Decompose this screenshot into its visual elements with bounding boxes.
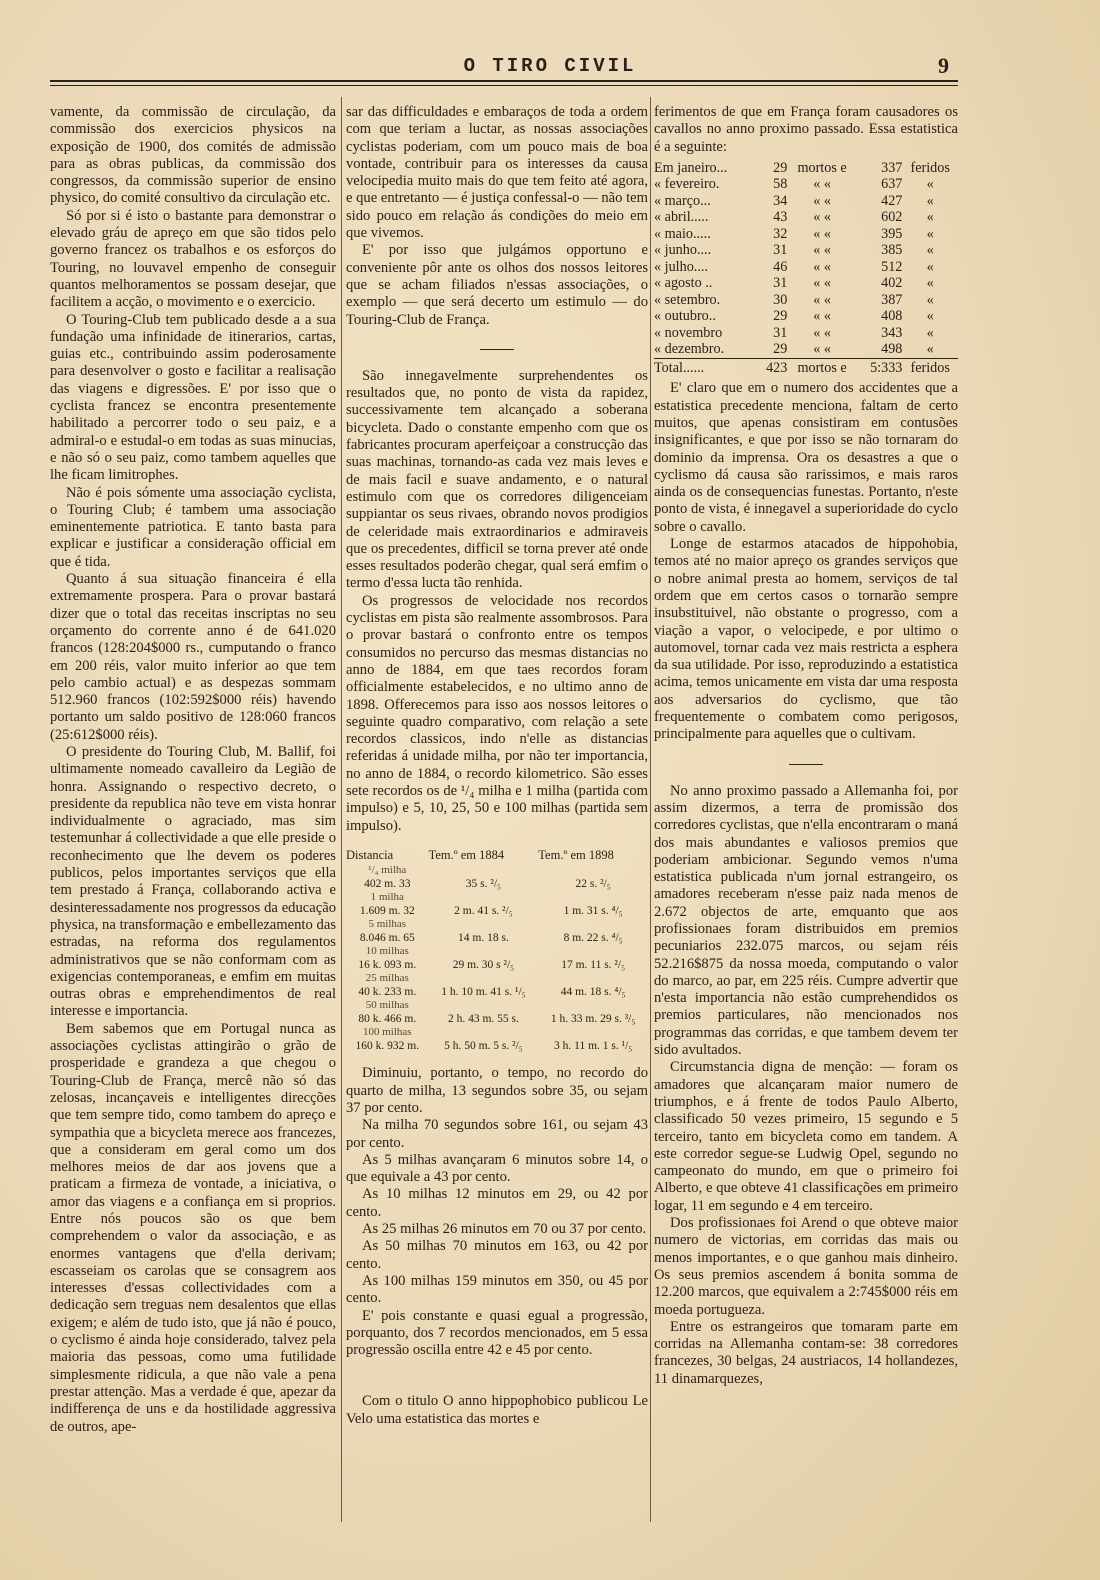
page-title: O TIRO CIVIL	[463, 55, 637, 77]
deaths-cell: 31	[773, 324, 788, 341]
header-rule-thin	[50, 85, 958, 86]
time-1898-cell: 44 m. 18 s. ⁴/₅	[560, 985, 626, 998]
label-cell: «	[926, 258, 934, 275]
table-row	[346, 945, 648, 959]
paragraph: sar das difficuldades e embaraços de toda a ordem com que teriam a luctar, as nossas associações cyclistas poderiam, com um pouco mais de boa vontade, contribuir para os interesses da causa velocipedia muito mais do que tem feito até agora, e que entretanto — é justiça confessal-o — não tem sido pouco em relação ás condições do meio em que vivemos.	[346, 104, 648, 242]
paragraph: As 50 milhas 70 minutos em 163, ou 42 por cento.	[346, 1238, 648, 1272]
table-row	[654, 325, 958, 342]
deaths-cell: 29	[773, 159, 788, 176]
month-cell: « setembro.	[654, 291, 721, 308]
distance-label: 10 milhas	[365, 945, 409, 958]
label-cell: «	[926, 341, 934, 358]
time-1884-cell: 1 h. 10 m. 41 s. ¹/₅	[441, 985, 526, 998]
injured-cell: 402	[881, 275, 903, 292]
column-header: Tem.º em 1884	[428, 847, 505, 862]
label-cell: feridos	[902, 358, 958, 376]
label-cell: « «	[813, 258, 831, 275]
table-row	[654, 341, 958, 358]
section-divider	[789, 764, 823, 765]
injured-cell: 512	[881, 258, 903, 275]
month-cell: « fevereiro.	[654, 176, 720, 193]
injured-cell: 385	[881, 242, 903, 259]
column-3	[654, 104, 958, 1388]
time-1898-cell: 8 m. 22 s. ⁴/₅	[563, 931, 623, 944]
statistics-table	[654, 160, 958, 377]
distance-cell: 402 m. 33	[364, 877, 411, 890]
time-1898-cell: 17 m. 11 s. ²/₅	[561, 958, 626, 971]
injured-cell: 637	[881, 176, 903, 193]
paragraph: ferimentos de que em França foram causadores os cavallos no anno proximo passado. Essa estatistica é a seguinte:	[654, 104, 958, 155]
month-cell: « novembro	[654, 324, 723, 341]
column-divider	[650, 97, 651, 1522]
table-row	[654, 193, 958, 210]
distance-label: 50 milhas	[365, 999, 409, 1012]
records-table	[346, 849, 648, 1054]
time-1884-cell: 2 h. 43 m. 55 s.	[447, 1012, 519, 1025]
table-row	[654, 176, 958, 193]
injured-cell: 5:333	[857, 358, 903, 376]
month-cell: « março...	[654, 192, 711, 209]
paragraph: As 10 milhas 12 minutos em 29, ou 42 por cento.	[346, 1186, 648, 1220]
paragraph: Com o titulo O anno hippophobico publicou Le Velo uma estatistica das mortes e	[346, 1393, 648, 1427]
table-row	[346, 1026, 648, 1040]
table-row	[346, 932, 648, 946]
label-cell: « «	[813, 324, 831, 341]
distance-cell: 16 k. 093 m.	[358, 958, 417, 971]
table-row	[346, 905, 648, 919]
header-rule	[50, 80, 958, 82]
month-cell: « junho....	[654, 242, 712, 259]
label-cell: « «	[813, 341, 831, 358]
label-cell: « «	[813, 242, 831, 259]
label-cell: «	[926, 176, 934, 193]
paragraph: Só por si é isto o bastante para demonstrar o elevado gráu de apreço em que são tidos pelo governo francez os trabalhos e os esforços do Touring, no louvavel empenho de conseguir quantos melhoramentos se possam desejar, que facilitem a acção, o movimento e o exercicio.	[50, 207, 336, 311]
table-row	[346, 1013, 648, 1027]
deaths-cell: 30	[773, 291, 788, 308]
table-row	[654, 308, 958, 325]
paragraph: Os progressos de velocidade nos recordos cyclistas em pista são realmente assombrosos. Para o provar bastará o confronto entre os tempos consumidos no percurso das mesmas distancias no anno de 1884, em que taes recordos foram officialmente estabelecidos, e no ultimo anno de 1898. Offerecemos para isso aos nossos leitores o seguinte quadro comparativo, com relação a sete recordos classicos, indo n'elle as distancias referidas á unidade milha, por não ter importancia, no anno de 1884, o recordo kilometrico. São esses sete recordos os de ¹/₄ milha e 1 milha (partida com impulso) e 5, 10, 25, 50 e 100 milhas (partida sem impulso).	[346, 592, 648, 834]
label-cell: «	[926, 308, 934, 325]
injured-cell: 408	[881, 308, 903, 325]
total-row	[654, 358, 958, 376]
month-cell: « maio.....	[654, 225, 711, 242]
month-cell: Em janeiro...	[654, 159, 728, 176]
page-number: 9	[938, 53, 949, 78]
table-row	[346, 986, 648, 1000]
distance-label: 25 milhas	[365, 972, 409, 985]
distance-label: ¹/₄ milha	[368, 864, 407, 877]
label-cell: mortos e	[787, 358, 856, 376]
label-cell: « «	[813, 192, 831, 209]
paragraph: As 5 milhas avançaram 6 minutos sobre 14, o que equivale a 43 por cento.	[346, 1151, 648, 1186]
month-cell: « agosto ..	[654, 275, 713, 292]
paragraph: As 100 milhas 159 minutos em 350, ou 45 por cento.	[346, 1272, 648, 1307]
label-cell: « «	[813, 308, 831, 325]
time-1884-cell: 14 m. 18 s.	[458, 931, 509, 944]
distance-cell: 160 k. 932 m.	[355, 1039, 420, 1052]
month-cell: « dezembro.	[654, 341, 725, 358]
time-1884-cell: 29 m. 30 s ²/₅	[452, 958, 515, 971]
paragraph: E' por isso que julgámos opportuno e conveniente pôr ante os olhos dos nossos leitores que se acham filiados n'essas associações, o exemplo — que será decerto um estimulo — do Touring-Club de França.	[346, 242, 648, 328]
paragraph: São innegavelmente surprehendentes os resultados que, no ponto de vista da rapidez, successivamente tem alcançado a soberana bicycleta. Dado o constante empenho com que os fabricantes procuram aperfeiçoar a construcção das suas machinas, tornando-as cada vez mais leves e de mais facil e suave andamento, e o natural estimulo com que os corredores diligenceiam suppiantar os seus rivaes, obrando novos prodigios de celeridade mais extraordinarios e admiraveis que os precedentes, difficil se torna prever até onde esses resultados poderão chegar, qual será emfim o termo d'essa lucta tão renhida.	[346, 367, 648, 592]
table-row	[654, 242, 958, 259]
paragraph: As 25 milhas 26 minutos em 70 ou 37 por cento.	[362, 1221, 647, 1238]
deaths-cell: 58	[773, 176, 788, 193]
table-row	[346, 999, 648, 1013]
table-row	[346, 891, 648, 905]
table-row	[346, 959, 648, 973]
paragraph: Longe de estarmos atacados de hippohobia, temos até no maior apreço os grandes serviços que o nobre animal presta ao homem, serviços de tal ordem que em certos casos o tornarão sempre insubstituivel, não obstante o progresso, com a viação a vapor, o velocipede, e por ultimo o automovel, tornar cada vez mais restricta a esphera da sua utilidade. Por isso, reproduzindo a estatistica acima, temos unicamente em vista dar uma resposta aos adversarios do cyclismo, que tão frequentemente o combatem como perigosos, principalmente para aquelles que o cultivam.	[654, 536, 958, 743]
distance-cell: 40 k. 233 m.	[358, 985, 417, 998]
table-row	[346, 878, 648, 892]
paragraph: Não é pois sómente uma associação cyclista, o Touring Club; é tambem uma associação eminentemente patriotica. E tanto basta para explicar e justificar a consideração official em que é tida.	[50, 484, 336, 570]
month-cell: Total......	[654, 358, 757, 376]
table-row	[346, 864, 648, 878]
time-1898-cell: 1 h. 33 m. 29 s. ³/₅	[550, 1012, 636, 1025]
month-cell: « julho....	[654, 258, 708, 275]
label-cell: «	[926, 225, 934, 242]
label-cell: « «	[813, 275, 831, 292]
label-cell: «	[926, 324, 934, 341]
injured-cell: 337	[881, 159, 903, 176]
column-header: Distancia	[346, 847, 394, 862]
injured-cell: 498	[881, 341, 903, 358]
month-cell: « outubro..	[654, 308, 716, 325]
table-row	[654, 226, 958, 243]
table-row	[654, 209, 958, 226]
injured-cell: 387	[881, 291, 903, 308]
column-header: Tem.º em 1898	[538, 847, 614, 862]
distance-label: 100 milhas	[362, 1026, 412, 1039]
column-2	[346, 104, 648, 1428]
table-header-row	[346, 849, 648, 865]
label-cell: «	[926, 275, 934, 292]
distance-label: 5 milhas	[368, 918, 407, 931]
paragraph: vamente, da commissão de circulação, da commissão dos exercicios physicos na exposição de 1900, dos comités de admissão para as obras publicas, da commissão dos congressos, da commissão superior de ensino physico, do comité consultivo da circulação etc.	[50, 104, 336, 207]
deaths-cell: 43	[773, 209, 788, 226]
table-row	[346, 1040, 648, 1054]
section-divider	[480, 349, 514, 350]
paragraph: O Touring-Club tem publicado desde a a sua fundação uma infinidade de itinerarios, cartas, guias etc., contribuindo assim poderosamente para desenvolver o gosto e facilitar a realisação das viagens e digressões. E' por isso que o cyclista francez se encontra presentemente habilitado a percorrer todo o seu paiz, e a admiral-o e estudal-o em todas as suas minucias, e não só o seu paiz, como tambem aquelles que lhe ficam limitrophes.	[50, 311, 336, 484]
label-cell: feridos	[910, 159, 950, 176]
time-1884-cell: 2 m. 41 s. ²/₅	[454, 904, 513, 917]
time-1884-cell: 5 h. 50 m. 5 s. ²/₅	[444, 1039, 523, 1052]
deaths-cell: 423	[757, 358, 787, 376]
time-1898-cell: 1 m. 31 s. ⁴/₅	[563, 904, 623, 917]
label-cell: «	[926, 192, 934, 209]
label-cell: «	[926, 291, 934, 308]
column-1	[50, 104, 336, 1436]
paragraph: Na milha 70 segundos sobre 161, ou sejam 43 por cento.	[346, 1117, 648, 1151]
distance-cell: 1.609 m. 32	[359, 904, 415, 917]
paragraph: Dos profissionaes foi Arend o que obteve maior numero de victorias, em corridas das mais ou menos importantes, e o que ganhou mais dinheiro. Os seus premios ascendem á bonita somma de 12.200 marcos, que equivalem a 2:745$000 réis em moeda portugueza.	[654, 1215, 958, 1318]
paragraph: E' claro que em o numero dos accidentes que a estatistica precedente menciona, faltam de certo muitos, que apenas consistiram em contusões insignificantes, e que por isso se não tornaram do dominio da imprensa. Ora os desastres a que o cyclismo dá causa são rarissimos, e mais raros ainda os de consequencias funestas. Portanto, n'este ponto de vista, é innegavel a superioridade do cyclo sobre o cavallo.	[654, 380, 958, 535]
month-cell: « abril.....	[654, 209, 709, 226]
deaths-cell: 34	[773, 192, 788, 209]
distance-cell: 80 k. 466 m.	[358, 1012, 417, 1025]
injured-cell: 343	[881, 324, 903, 341]
injured-cell: 427	[881, 192, 903, 209]
table-row	[654, 259, 958, 276]
deaths-cell: 32	[773, 225, 788, 242]
deaths-cell: 31	[773, 242, 788, 259]
deaths-cell: 29	[773, 341, 788, 358]
label-cell: « «	[813, 209, 831, 226]
table-row	[654, 292, 958, 309]
label-cell: « «	[813, 176, 831, 193]
time-1884-cell: 35 s. ²/₅	[465, 877, 502, 890]
paragraph: Diminuiu, portanto, o tempo, no recordo do quarto de milha, 13 segundos sobre 35, ou sejam 37 por cento.	[346, 1065, 648, 1116]
deaths-cell: 31	[773, 275, 788, 292]
paragraph: No anno proximo passado a Allemanha foi, por assim dizermos, a terra de promissão dos corredores cyclistas, que n'ella encontraram o maná dos mais abundantes e valiosos premios que poderiam ambicionar. Segundo vemos n'uma estatistica publicada n'um jornal estrangeiro, os amadores receberam n'esse paiz nada menos de 2.672 objectos de arte, emquanto que aos profissionaes foram distribuidos em premios pecuniarios 232.075 marcos, ou sejam réis 52.216$875 da nossa moeda, computando o valor do marco, ao par, em 225 réis. Cumpre advertir que n'esta importancia não estão cumprehendidos os premios particulares, não mencionados nos programmas das corridas, e que tambem devem ter sido avultados.	[654, 782, 958, 1059]
injured-cell: 602	[881, 209, 903, 226]
label-cell: «	[926, 209, 934, 226]
injured-cell: 395	[881, 225, 903, 242]
label-cell: « «	[813, 291, 831, 308]
paragraph: Circumstancia digna de menção: — foram os amadores que alcançaram maior numero de triumphos, e á frente de todos Paulo Alberto, classificado 50 vezes primeiro, 15 segundo e 5 terceiro, tanto em bicycleta como em tandem. A este corredor segue-se Ludwig Opel, segundo no campeonato do mundo, em que o primeiro foi Alberto, e que obteve 41 classificações em primeiro logar, 11 em segundo e 4 em terceiro.	[654, 1059, 958, 1214]
paragraph: E' pois constante e quasi egual a progressão, porquanto, dos 7 recordos mencionados, em 5 essa progressão oscilla entre 42 e 45 por cento.	[346, 1307, 648, 1359]
label-cell: «	[926, 242, 934, 259]
time-1898-cell: 3 h. 11 m. 1 s. ¹/₅	[554, 1039, 633, 1052]
time-1898-cell: 22 s. ²/₅	[575, 877, 611, 890]
table-row	[654, 275, 958, 292]
deaths-cell: 29	[773, 308, 788, 325]
paragraph: Bem sabemos que em Portugal nunca as associações cyclistas attingirão o grão de prosperidade e grandeza a que chegou o Touring-Club de França, mercê não só das zelosas, incançaveis e intelligentes direcções que tem sempre tido, como tambem do apreço e sympathia que a bicycleta merece aos francezes, que a consideram em geral como um dos melhores meios de dar aos jovens que a praticam a firmeza de vontade, a iniciativa, o amor das viagens e a confiança em si proprios. Entre nós poucos são os que bem comprehendem o valor da associação, e as enormes vantagens que d'ella derivam; escasseiam os carolas que se consagrem aos interesses d'essas collectividades com a dedicação sem treguas nem desalentos que ellas exigem; e além de tudo isto, que já não é pouco, o cyclismo é ainda hoje considerado, talvez pela maioria das pessoas, como uma futilidade simplesmente ridicula, a que não vale a pena prestar attenção. Mas a verdade é que, apezar da indifferença de uns e da hostilidade aggressiva de outros, ape-	[50, 1020, 336, 1435]
label-cell: « «	[813, 225, 831, 242]
table-row	[654, 160, 958, 177]
paragraph: Entre os estrangeiros que tomaram parte em corridas na Allemanha contam-se: 38 corredores francezes, 30 belgas, 24 austriacos, 14 hollandezes, 11 dinamarquezes,	[654, 1318, 958, 1387]
column-divider	[341, 97, 342, 1522]
paragraph: O presidente do Touring Club, M. Ballif, foi ultimamente nomeado cavalleiro da Legião de honra. Assignando o respectivo decreto, o presidente da republica não teve em vista honrar individualmente o agraciado, mas sim testemunhar á collectividade a que elle preside o reconhecimento que lhe devem os poderes publicos, pelos importantes serviços que ella tem prestado á França, collaborando activa e desinteressadamente nos progressos da educação physica, na transformação e embellezamento das estradas, na reforma dos regulamentos administrativos que se não conformam com as exigencias contemporaneas, e emfim em muitas outras obras e emprehendimentos de real interesse e importancia.	[50, 743, 336, 1020]
paragraph: Quanto á sua situação financeira é ella extremamente prospera. Para o provar bastará dizer que o total das receitas inscriptas no seu orçamento do corrente anno é de 641.020 francos (128:204$000 rs., cumputando o franco em 200 réis, valor muito inferior ao que tem pelo cambio actual) e as despezas sommam 512.960 francos (102:592$000 réis) havendo portanto um saldo positivo de 128:060 francos (25:612$000 réis).	[50, 571, 336, 743]
label-cell: mortos e	[797, 159, 847, 176]
deaths-cell: 46	[773, 258, 788, 275]
distance-cell: 8.046 m. 65	[359, 931, 415, 944]
distance-label: 1 milha	[370, 891, 404, 904]
table-row	[346, 918, 648, 932]
table-row	[346, 972, 648, 986]
